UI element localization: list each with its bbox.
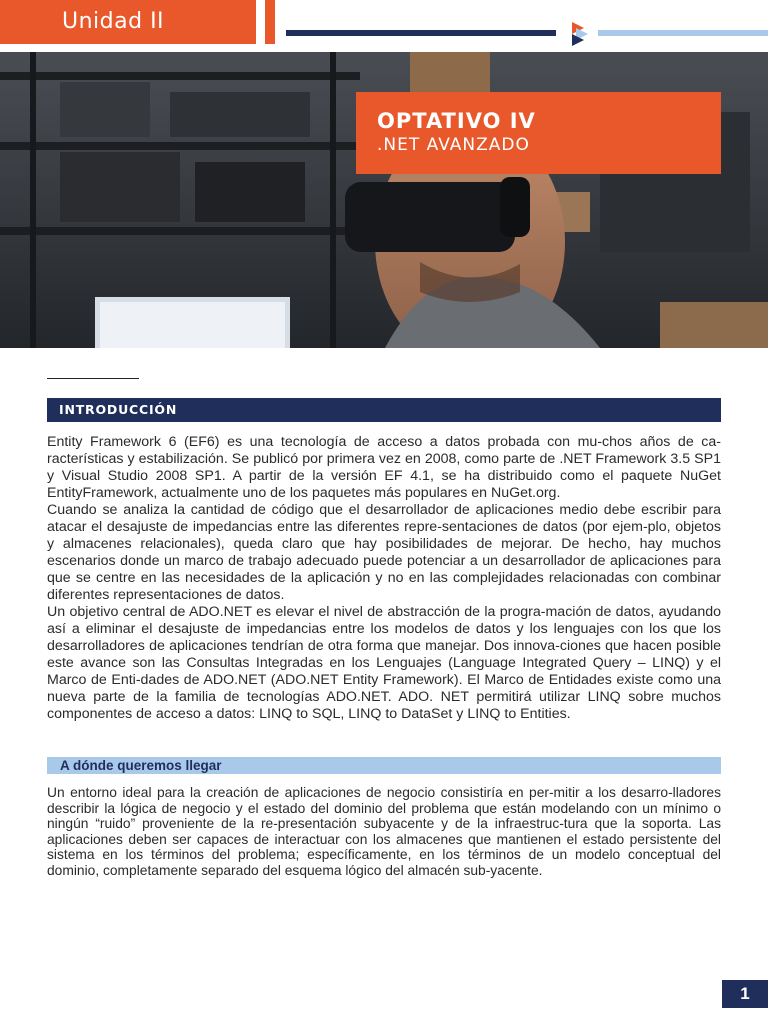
intro-paragraph: Cuando se analiza la cantidad de código que el desarrollador de aplicaciones medio debe escribir para atacar el desajuste de impedancias entre las diferentes repre-sentaciones de datos (por ejem-plo, objetos y almacenes relacionales), queda claro que hay posibilidades de mejorar. De hecho, hay muchos escenarios donde un marco de trabajo adecuado puede potenciar a un desarrollador de aplicaciones para que se centre en las necesidades de la aplicación y no en las complejidades relacionadas con combinar diferentes representaciones de datos. [47, 502, 721, 603]
goal-body [47, 785, 721, 878]
intro-paragraph: Entity Framework 6 (EF6) es una tecnología de acceso a datos probada con mu-chos años de ca-racterísticas y estabilización. Se publicó por primera vez en 2008, como parte de .NET Framework 3.5 SP1 y Visual Studio 2008 SP1. A partir de la versión EF 4.1, se ha distribuido como el paquete NuGet EntityFramework, actualmente uno de los paquetes más populares en NuGet.org. [47, 434, 721, 501]
header-light-rule [598, 30, 768, 36]
intro-heading: INTRODUCCIÓN [47, 398, 721, 422]
page-number: 1 [722, 980, 768, 1008]
goal-heading: A dónde queremos llegar [47, 757, 721, 774]
header-accent-stripe [265, 0, 275, 44]
intro-body [47, 434, 721, 723]
course-subtitle: .NET AVANZADO [377, 135, 530, 155]
course-title-box [356, 92, 721, 174]
section-divider [47, 378, 139, 379]
intro-paragraph: Un objetivo central de ADO.NET es elevar el nivel de abstracción de la progra-mación de datos, ayudando así a eliminar el desajuste de impedancias entre los modelos de datos y los lenguajes con los que los desarrolladores de aplicaciones tendrían de otra forma que manejar. Dos innova-ciones que hacen posible este avance son las Consultas Integradas en los Lenguajes (Language Integrated Query – LINQ) y el Marco de Enti-dades de ADO.NET (ADO.NET Entity Framework). El Marco de Entidades existe como una nueva parte de la familia de tecnologías ADO.NET. ADO. NET permitirá utilizar LINQ sobre muchos componentes de acceso a datos: LINQ to SQL, LINQ to DataSet y LINQ to Entities. [47, 604, 721, 722]
course-title: OPTATIVO IV [377, 109, 536, 133]
goal-paragraph: Un entorno ideal para la creación de aplicaciones de negocio consistiría en per-mitir a los desarro-lladores describir la lógica de negocio y el estado del dominio del problema que están modelando con un mínimo o ningún “ruido” proveniente de la re-presentación subyacente y de la infraestruc-tura que la soporta. Las aplicaciones deben ser capaces de interactuar con los almacenes que mantienen el estado persistente del sistema en los términos del problema; específicamente, en los términos de un modelo conceptual del dominio, completamente separado del esquema lógico del almacén sub-yacente. [47, 785, 721, 878]
unit-label: Unidad II [0, 0, 256, 44]
header-navy-rule [286, 30, 556, 36]
play-arrows-icon [570, 20, 590, 48]
